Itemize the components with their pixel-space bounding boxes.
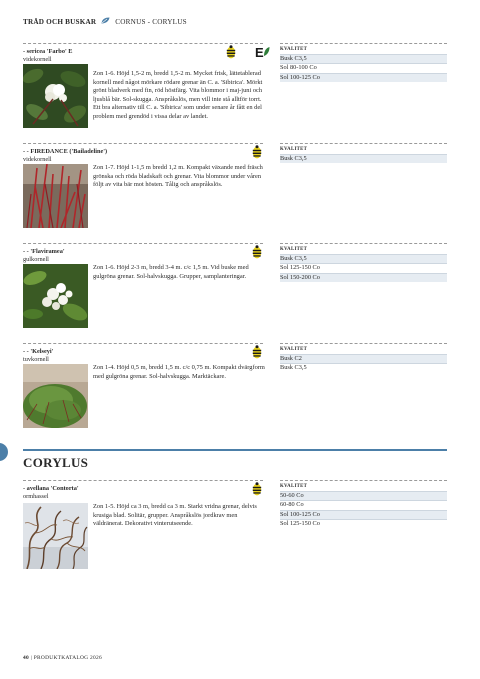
header-category: TRÄD OCH BUSKAR bbox=[23, 17, 97, 26]
bee-icon bbox=[252, 345, 262, 359]
section-divider bbox=[23, 449, 447, 451]
plant-photo bbox=[23, 364, 88, 428]
section-title: CORYLUS bbox=[23, 455, 89, 470]
quality-row: Sol 100-125 Co bbox=[280, 73, 447, 82]
swedish-name: tuvkornell bbox=[23, 356, 49, 363]
product-description: Zon 1-6. Höjd 2-3 m, bredd 3-4 m. c/c 1,5 m. Vid buske med gulgröna grenar. Sol-halvskugga. Grupper, samplanteringar. bbox=[93, 264, 249, 280]
page-footer bbox=[23, 655, 102, 661]
quality-table bbox=[280, 343, 447, 373]
quality-row: 50-60 Co bbox=[280, 491, 447, 500]
header-subcategory: CORNUS - CORYLUS bbox=[115, 17, 187, 26]
plant-photo bbox=[23, 64, 88, 128]
quality-label: KVALITET bbox=[280, 347, 308, 352]
divider bbox=[23, 43, 263, 44]
plant-photo bbox=[23, 264, 88, 328]
quality-row: Sol 80-100 Co bbox=[280, 63, 447, 72]
quality-row: Busk C3,5 bbox=[280, 54, 447, 63]
plant-photo bbox=[23, 164, 88, 228]
footer-text: PRODUKTKATALOG 2026 bbox=[33, 655, 102, 661]
svg-text:E: E bbox=[255, 45, 264, 59]
quality-table bbox=[280, 243, 447, 282]
footer-separator: | bbox=[30, 655, 34, 661]
plant-photo bbox=[23, 503, 88, 569]
product-name: - avellana 'Contorta' bbox=[23, 485, 79, 492]
page-header bbox=[23, 17, 187, 26]
quality-table bbox=[280, 143, 447, 163]
divider bbox=[23, 243, 263, 244]
product-name: - - 'Kelseyi' bbox=[23, 348, 54, 355]
quality-table bbox=[280, 43, 447, 82]
swedish-name: ormhassel bbox=[23, 493, 49, 500]
quality-row: Busk C3,5 bbox=[280, 254, 447, 263]
swedish-name: gulkornell bbox=[23, 256, 49, 263]
product-description: Zon 1-7. Höjd 1-1,5 m bredd 1,2 m. Kompakt växande med fräsch grönska och röda bladskaft och grenar. Vita blommor under våren följt av vita bär mot hösten. Tålig och anspråkslös. bbox=[93, 164, 263, 189]
divider bbox=[23, 343, 263, 344]
page-number: 40 bbox=[23, 655, 29, 661]
quality-label: KVALITET bbox=[280, 484, 308, 489]
quality-label: KVALITET bbox=[280, 147, 308, 152]
quality-row: Busk C3,5 bbox=[280, 363, 447, 372]
quality-table bbox=[280, 480, 447, 529]
swedish-name: videkornell bbox=[23, 156, 52, 163]
bee-icon bbox=[252, 145, 262, 159]
quality-row: Busk C2 bbox=[280, 354, 447, 363]
section-tab bbox=[0, 443, 8, 461]
quality-row: Sol 125-150 Co bbox=[280, 263, 447, 272]
bee-icon bbox=[226, 45, 236, 59]
product-description: Zon 1-5. Höjd ca 3 m, bredd ca 3 m. Starkt vridna grenar, delvis krusiga blad. Solitär, grupper. Anspråkslös jordkrav men väldränerat. Dekorativt vinterutseende. bbox=[93, 503, 257, 528]
quality-label: KVALITET bbox=[280, 247, 308, 252]
product-description: Zon 1-4. Höjd 0,5 m, bredd 1,5 m. c/c 0,75 m. Kompakt dvärgform med gulgröna grenar. Sol-halvskugga. Marktäckare. bbox=[93, 364, 265, 380]
quality-label: KVALITET bbox=[280, 47, 308, 52]
divider bbox=[23, 143, 263, 144]
product-name: - sericea 'Farbo' E bbox=[23, 48, 73, 55]
quality-row: Sol 125-150 Co bbox=[280, 519, 447, 528]
leaf-icon bbox=[101, 17, 110, 26]
e-badge-icon bbox=[255, 45, 270, 59]
quality-row: Busk C3,5 bbox=[280, 154, 447, 163]
product-name: - - 'Flaviramea' bbox=[23, 248, 65, 255]
swedish-name: videkornell bbox=[23, 56, 52, 63]
product-name: - - FIREDANCE ('Bailadeline') bbox=[23, 148, 108, 155]
bee-icon bbox=[252, 482, 262, 496]
quality-row: 60-80 Co bbox=[280, 500, 447, 509]
bee-icon bbox=[252, 245, 262, 259]
divider bbox=[23, 480, 263, 481]
quality-row: Sol 100-125 Co bbox=[280, 510, 447, 519]
quality-row: Sol 150-200 Co bbox=[280, 273, 447, 282]
product-description: Zon 1-6. Höjd 1,5-2 m, bredd 1,5-2 m. Mycket frisk, lättetablerad kornell med något mörkare rödare grenar än C. a. 'Sibirica'. Mörkt grönt bladverk med fin, röd höstfärg. Vita blommor i maj-juni och ljusblå bär. Sol-skugga. Anspråkslös, men vill inte stå alltför torrt. Ett bra alternativ till C. a. 'Sibirica' som under senare år fått en del problem med grendöd i vissa delar av landet. bbox=[93, 70, 263, 120]
